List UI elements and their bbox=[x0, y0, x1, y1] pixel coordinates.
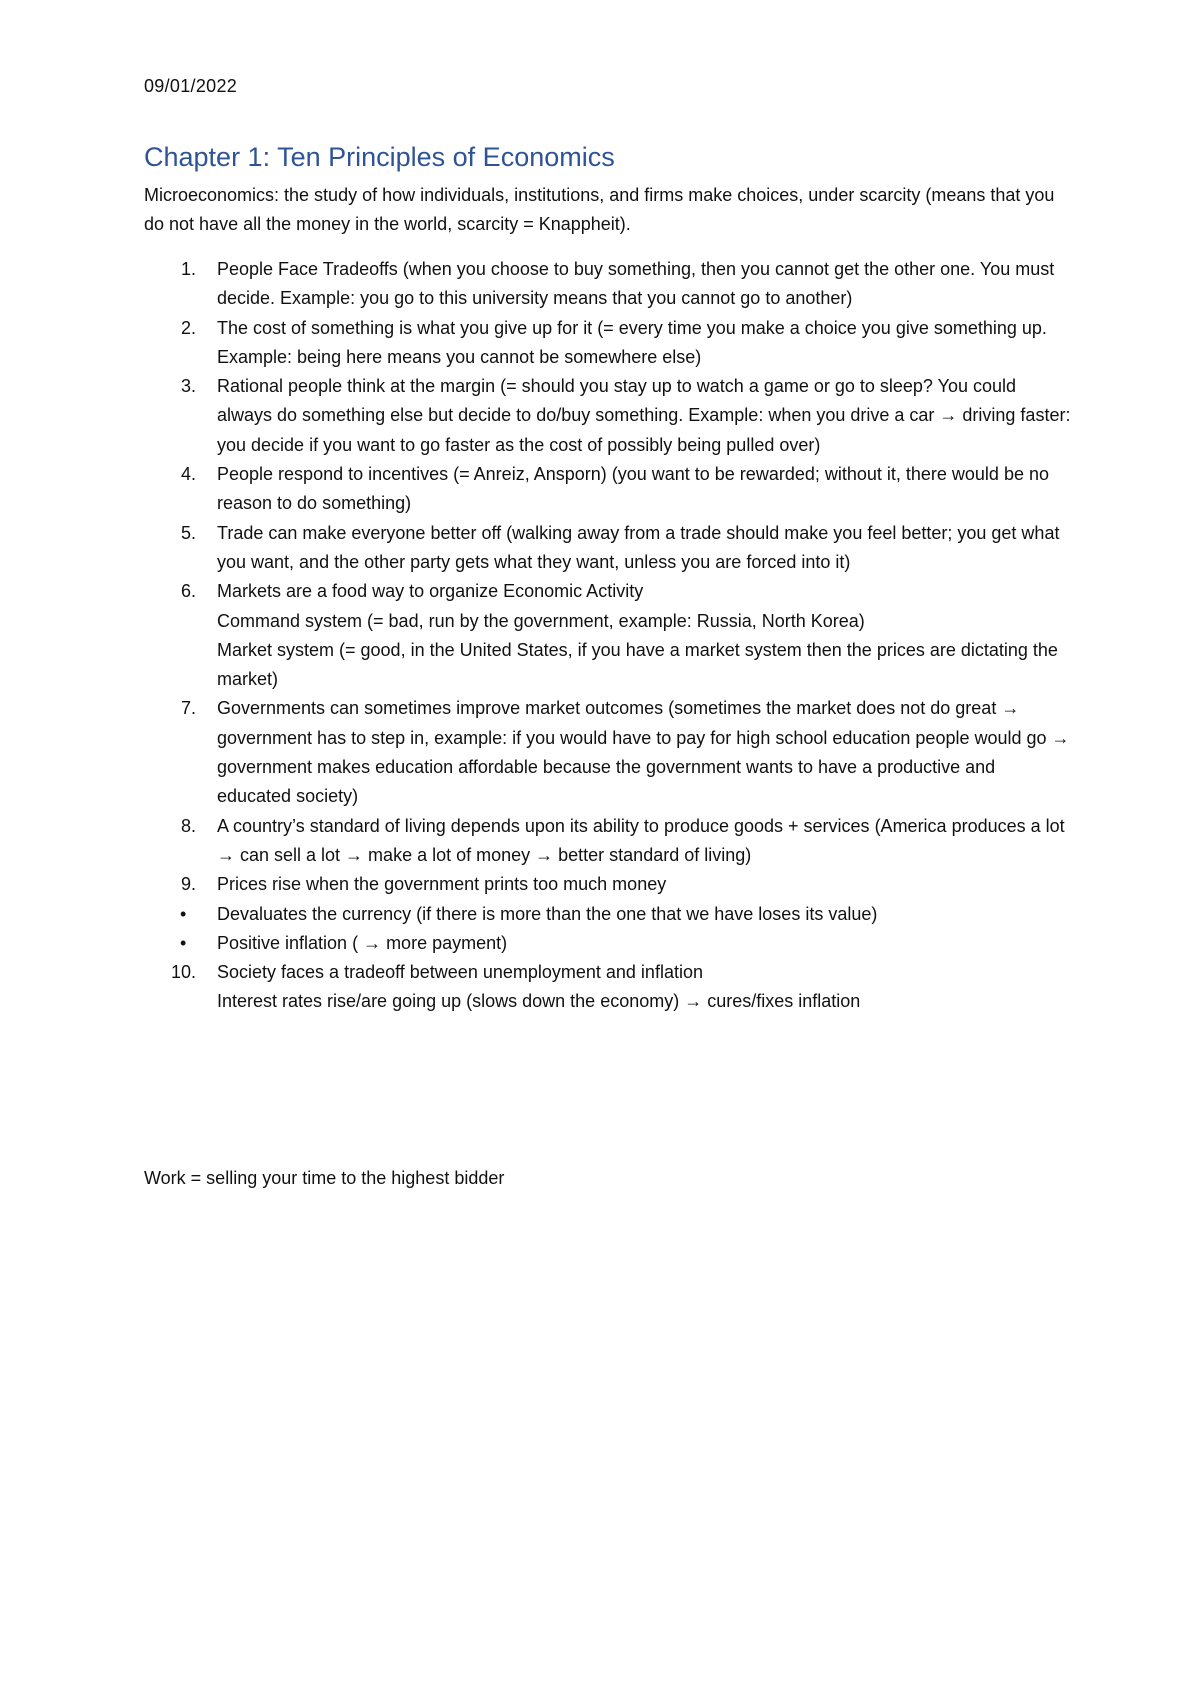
principle-text: A country’s standard of living depends upon its ability to produce goods + services (America produces a lot → can sell a lot → make a lot of money → better standard of living) bbox=[217, 815, 1065, 865]
principle-text: Markets are a food way to organize Economic Activity bbox=[217, 581, 644, 602]
principle-item bbox=[144, 958, 1074, 1017]
principle-item bbox=[144, 372, 1074, 460]
principle-subline: Interest rates rise/are going up (slows down the economy) → cures/fixes inflation bbox=[217, 991, 861, 1012]
sub-bullet-item bbox=[144, 900, 1074, 929]
intro-paragraph: Microeconomics: the study of how individuals, institutions, and firms make choices, under scarcity (means that you do not have all the money in the world, scarcity = Knappheit). bbox=[144, 185, 1055, 234]
principle-number: 8. bbox=[180, 815, 196, 836]
principle-number: 3. bbox=[180, 376, 196, 397]
principle-number: 4. bbox=[180, 464, 196, 485]
principle-text: Trade can make everyone better off (walking away from a trade should make you feel better; you get what you want, and the other party gets what they want, unless you are forced into it) bbox=[217, 522, 1060, 572]
principle-number: 9. bbox=[180, 874, 196, 895]
principle-number: 10. bbox=[170, 962, 196, 983]
principle-number: 1. bbox=[180, 259, 196, 279]
principle-item bbox=[144, 812, 1074, 871]
principle-item bbox=[144, 460, 1074, 519]
principle-item bbox=[144, 694, 1074, 811]
principle-text: People Face Tradeoffs (when you choose to buy something, then you cannot get the other one. You must decide. Example: you go to this university means that you cannot go to another) bbox=[217, 259, 1055, 309]
principle-number: 5. bbox=[180, 522, 196, 543]
principle-subline: Command system (= bad, run by the government, example: Russia, North Korea) bbox=[217, 610, 865, 631]
principle-text: Prices rise when the government prints too much money bbox=[217, 874, 667, 895]
principle-text: The cost of something is what you give up for it (= every time you make a choice you give something up. Example: being here means you cannot be somewhere else) bbox=[217, 317, 1047, 367]
principle-item bbox=[144, 519, 1074, 578]
principle-number: 2. bbox=[180, 317, 196, 338]
bullet-icon: • bbox=[180, 903, 187, 924]
principle-number: 7. bbox=[180, 698, 196, 719]
principle-item bbox=[144, 314, 1074, 373]
principle-item bbox=[144, 577, 1074, 694]
principle-item bbox=[144, 255, 1074, 314]
sub-bullet-text: Devaluates the currency (if there is more than the one that we have loses its value) bbox=[217, 903, 878, 924]
principle-number: 6. bbox=[180, 581, 196, 602]
work-definition-note: Work = selling your time to the highest bidder bbox=[144, 1168, 505, 1188]
bullet-icon: • bbox=[180, 932, 187, 953]
principles-list bbox=[144, 255, 1074, 1017]
chapter-heading: Chapter 1: Ten Principles of Economics bbox=[144, 142, 615, 172]
principle-text: Society faces a tradeoff between unemployment and inflation bbox=[217, 962, 703, 983]
principle-text: Rational people think at the margin (= should you stay up to watch a game or go to sleep? You could always do something else but decide to do/buy something. Example: when you drive a car → driving faster: you decide if you want to go faster as the cost of possibly being pulled over) bbox=[217, 376, 1071, 455]
principle-text: People respond to incentives (= Anreiz, Ansporn) (you want to be rewarded; without it, there would be no reason to do something) bbox=[217, 464, 1049, 514]
sub-bullet-text: Positive inflation ( → more payment) bbox=[217, 932, 508, 953]
principle-item bbox=[144, 870, 1074, 899]
principle-text: Governments can sometimes improve market outcomes (sometimes the market does not do great → government has to step in, example: if you would have to pay for high school education people would go → government makes education affordable because the government wants to have a productive and educated society) bbox=[217, 698, 1070, 807]
sub-bullet-item bbox=[144, 929, 1074, 958]
document-date: 09/01/2022 bbox=[144, 76, 238, 96]
principle-subline: Market system (= good, in the United States, if you have a market system then the prices are dictating the market) bbox=[217, 639, 1058, 690]
